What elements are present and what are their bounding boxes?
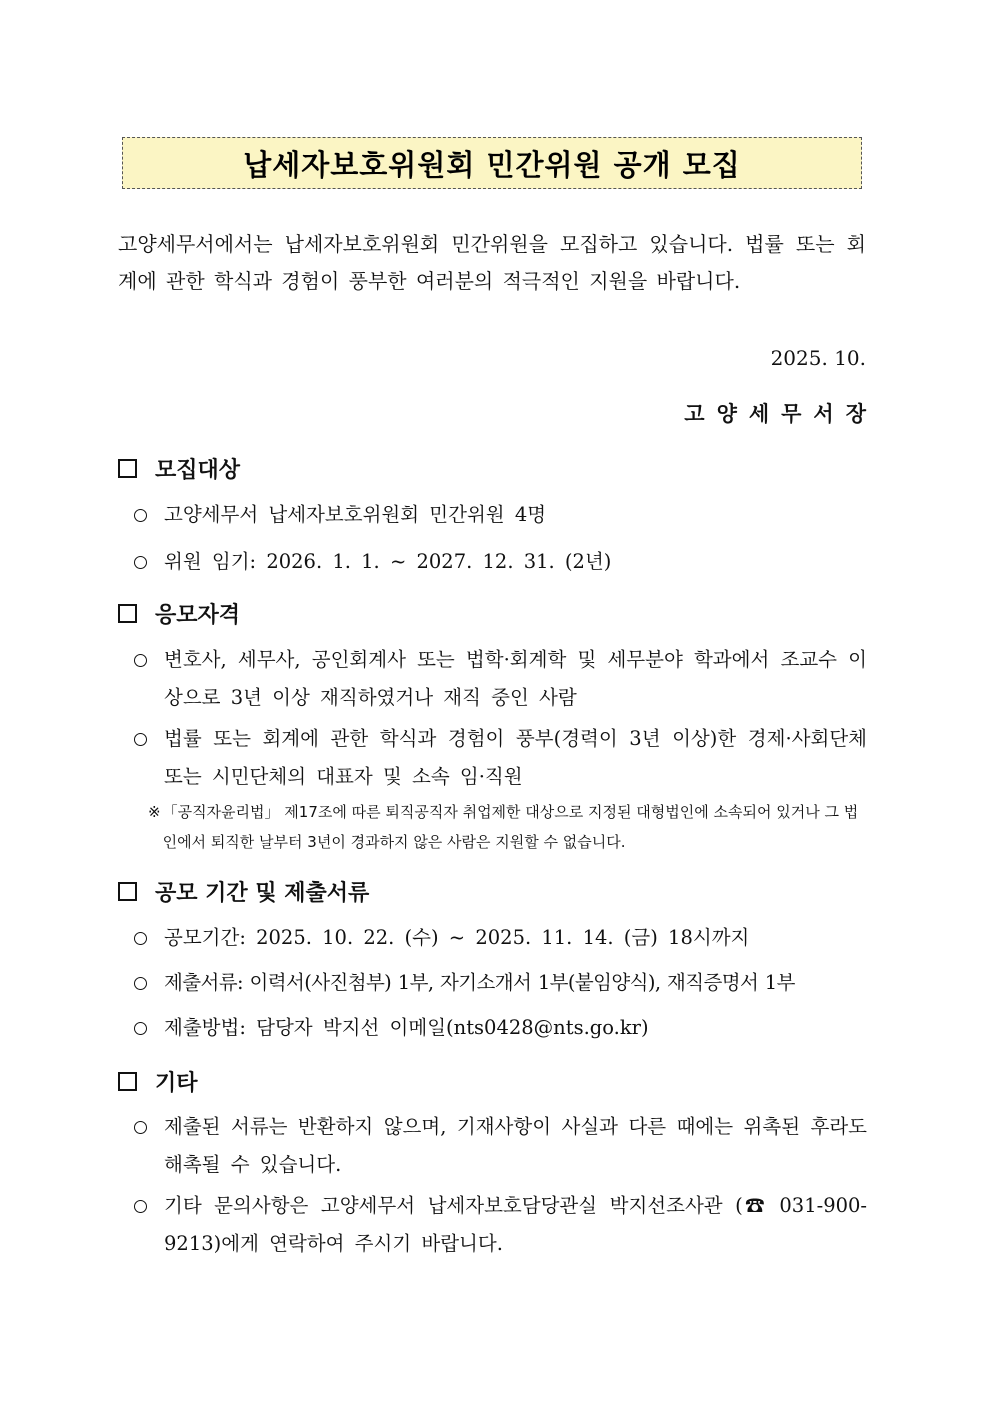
list-item-text: 위원 임기: 2026. 1. 1. ~ 2027. 12. 31. (2년) bbox=[164, 550, 612, 573]
checkbox-square-icon bbox=[118, 459, 137, 478]
circle-bullet-icon bbox=[134, 977, 147, 990]
notice-date: 2025. 10. bbox=[770, 346, 866, 370]
list-item-text: 법률 또는 회계에 관한 학식과 경험이 풍부(경력이 3년 이상)한 경제·사회단체 또는 시민단체의 대표자 및 소속 임·직원 bbox=[164, 727, 867, 788]
list-item bbox=[134, 1187, 867, 1263]
section-heading-label: 기타 bbox=[155, 1070, 198, 1096]
list-item-text: 제출서류: 이력서(사진첨부) 1부, 자기소개서 1부(붙임양식), 재직증명서 1부 bbox=[164, 971, 795, 994]
list-item-text: 제출방법: 담당자 박지선 이메일(nts0428@nts.go.kr) bbox=[164, 1016, 649, 1039]
section-heading-period-documents bbox=[118, 876, 369, 907]
reference-mark: ※ bbox=[148, 803, 161, 821]
section-heading-recruitment-target bbox=[118, 453, 240, 484]
list-item-text: 기타 문의사항은 고양세무서 납세자보호담당관실 박지선조사관 (☎ 031-900-9213)에게 연락하여 주시기 바랍니다. bbox=[164, 1194, 867, 1255]
section-heading-label: 공모 기간 및 제출서류 bbox=[155, 880, 370, 906]
section-heading-other bbox=[118, 1066, 198, 1097]
list-item bbox=[134, 641, 867, 717]
list-item-text: 변호사, 세무사, 공인회계사 또는 법학·회계학 및 세무분야 학과에서 조교수 이상으로 3년 이상 재직하였거나 재직 중인 사람 bbox=[164, 648, 867, 709]
circle-bullet-icon bbox=[134, 654, 147, 667]
checkbox-square-icon bbox=[118, 604, 137, 623]
list-item bbox=[134, 964, 867, 1002]
circle-bullet-icon bbox=[134, 1200, 147, 1213]
notice-note bbox=[148, 797, 870, 857]
list-item bbox=[134, 543, 867, 581]
list-item bbox=[134, 1009, 867, 1047]
title-box bbox=[122, 137, 862, 189]
page-title: 납세자보호위원회 민간위원 공개 모집 bbox=[243, 147, 741, 182]
list-item bbox=[134, 496, 867, 534]
note-text: 「공직자윤리법」 제17조에 따른 퇴직공직자 취업제한 대상으로 지정된 대형법인에 소속되어 있거나 그 법인에서 퇴직한 날부터 3년이 경과하지 않은 사람은 지원할 수 없습니다. bbox=[162, 803, 859, 851]
circle-bullet-icon bbox=[134, 509, 147, 522]
checkbox-square-icon bbox=[118, 882, 137, 901]
list-item bbox=[134, 720, 867, 796]
list-item-text: 제출된 서류는 반환하지 않으며, 기재사항이 사실과 다른 때에는 위촉된 후라도 해촉될 수 있습니다. bbox=[164, 1115, 867, 1176]
section-heading-label: 모집대상 bbox=[155, 457, 241, 483]
list-item-text: 공모기간: 2025. 10. 22. (수) ~ 2025. 11. 14. (금) 18시까지 bbox=[164, 926, 750, 949]
section-heading-qualifications bbox=[118, 598, 240, 629]
circle-bullet-icon bbox=[134, 556, 147, 569]
list-item bbox=[134, 1108, 867, 1184]
circle-bullet-icon bbox=[134, 1121, 147, 1134]
circle-bullet-icon bbox=[134, 932, 147, 945]
circle-bullet-icon bbox=[134, 1022, 147, 1035]
signer: 고양세무서장 bbox=[684, 401, 878, 426]
list-item-text: 고양세무서 납세자보호위원회 민간위원 4명 bbox=[164, 503, 547, 526]
section-heading-label: 응모자격 bbox=[155, 602, 241, 628]
list-item bbox=[134, 919, 867, 957]
checkbox-square-icon bbox=[118, 1072, 137, 1091]
circle-bullet-icon bbox=[134, 733, 147, 746]
intro-paragraph: 고양세무서에서는 납세자보호위원회 민간위원을 모집하고 있습니다. 법률 또는 회계에 관한 학식과 경험이 풍부한 여러분의 적극적인 지원을 바랍니다. bbox=[118, 232, 866, 293]
